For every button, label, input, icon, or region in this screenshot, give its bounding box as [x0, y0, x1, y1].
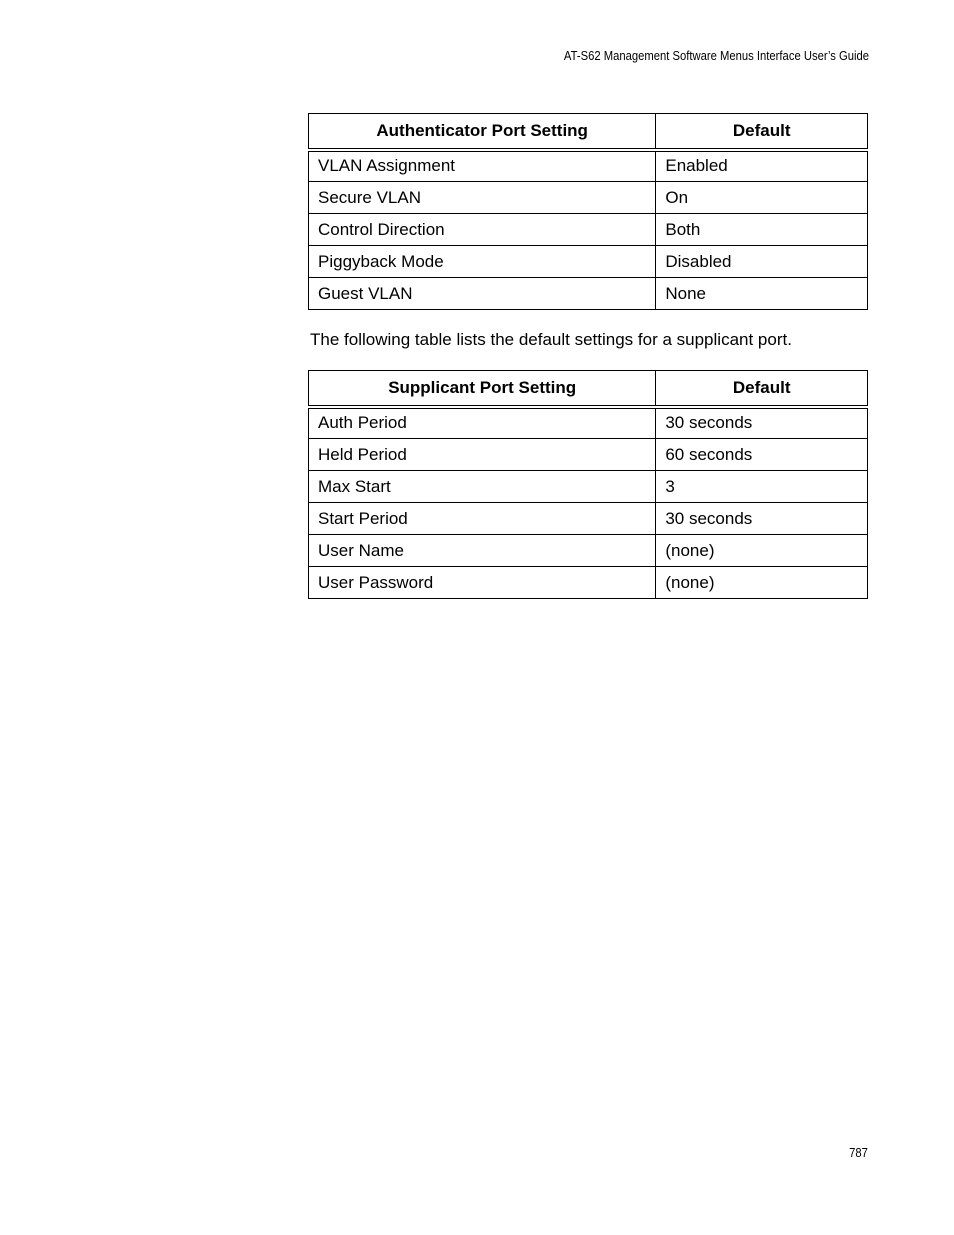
setting-cell: Start Period — [309, 503, 656, 535]
page-number: 787 — [849, 1146, 868, 1160]
column-header-setting: Supplicant Port Setting — [309, 371, 656, 407]
column-header-default: Default — [656, 371, 868, 407]
table-row — [309, 567, 868, 599]
table-row — [309, 407, 868, 439]
table-row — [309, 439, 868, 471]
setting-cell: Held Period — [309, 439, 656, 471]
default-cell: 30 seconds — [656, 407, 868, 439]
running-header: AT-S62 Management Software Menus Interface User’s Guide — [563, 49, 869, 63]
default-cell: (none) — [656, 567, 868, 599]
setting-cell: Piggyback Mode — [309, 246, 656, 278]
table-header-row — [309, 114, 868, 150]
setting-cell: Auth Period — [309, 407, 656, 439]
table-row — [309, 278, 868, 310]
default-cell: 3 — [656, 471, 868, 503]
default-cell: 60 seconds — [656, 439, 868, 471]
column-header-setting: Authenticator Port Setting — [309, 114, 656, 150]
supplicant-defaults-table — [308, 370, 868, 599]
setting-cell: User Password — [309, 567, 656, 599]
table-row — [309, 214, 868, 246]
setting-cell: Secure VLAN — [309, 182, 656, 214]
default-cell: On — [656, 182, 868, 214]
table-header-row — [309, 371, 868, 407]
authenticator-defaults-table — [308, 113, 868, 310]
default-cell: None — [656, 278, 868, 310]
table-row — [309, 471, 868, 503]
table-row — [309, 535, 868, 567]
setting-cell: Max Start — [309, 471, 656, 503]
setting-cell: User Name — [309, 535, 656, 567]
table-row — [309, 246, 868, 278]
table-row — [309, 150, 868, 182]
intro-paragraph: The following table lists the default settings for a supplicant port. — [310, 330, 792, 349]
column-header-default: Default — [656, 114, 868, 150]
setting-cell: VLAN Assignment — [309, 150, 656, 182]
setting-cell: Control Direction — [309, 214, 656, 246]
table-row — [309, 503, 868, 535]
default-cell: Both — [656, 214, 868, 246]
default-cell: 30 seconds — [656, 503, 868, 535]
default-cell: Enabled — [656, 150, 868, 182]
default-cell: (none) — [656, 535, 868, 567]
default-cell: Disabled — [656, 246, 868, 278]
setting-cell: Guest VLAN — [309, 278, 656, 310]
table-row — [309, 182, 868, 214]
